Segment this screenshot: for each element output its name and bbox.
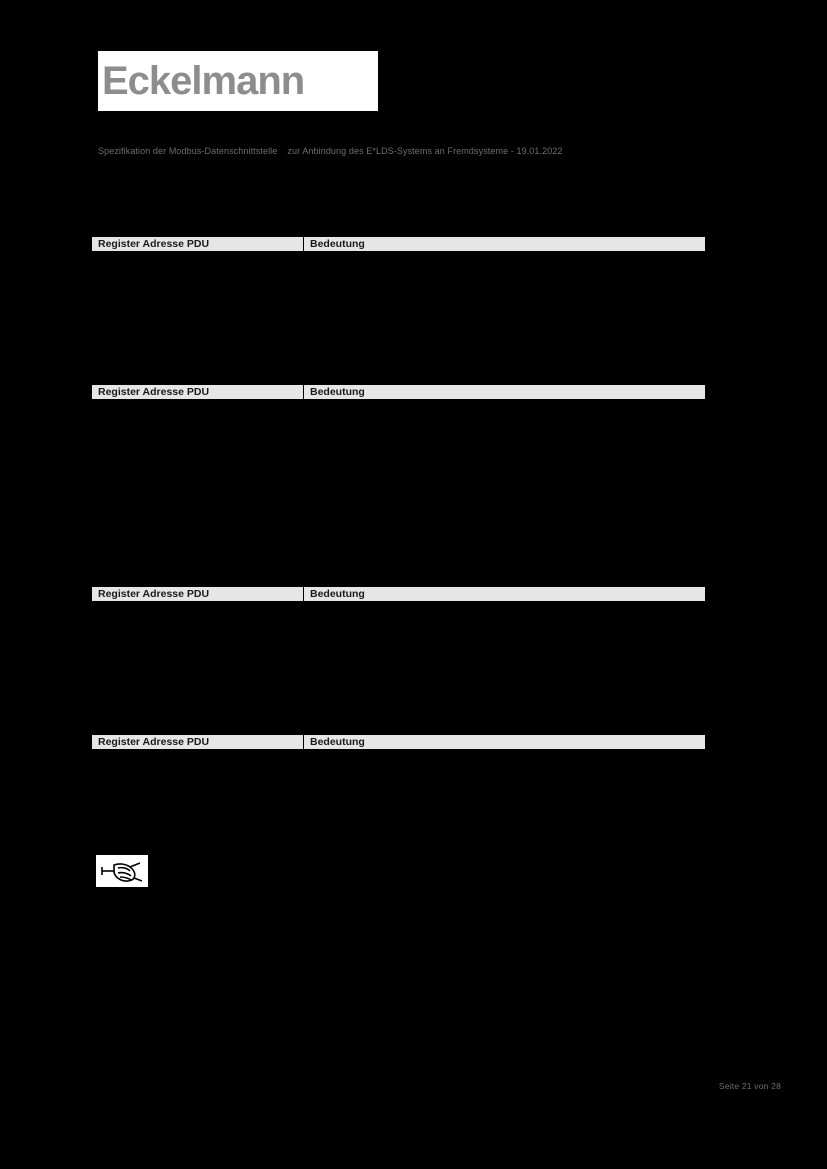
table-header-row bbox=[92, 586, 705, 602]
logo-text: Eckelmann bbox=[102, 59, 305, 103]
header-title-right: zur Anbindung des E*LDS-Systems an Fremdsysteme - 19.01.2022 bbox=[287, 146, 563, 156]
column-header-meaning: Bedeutung bbox=[310, 735, 365, 748]
page-footer: Seite 21 von 28 bbox=[718, 1081, 781, 1091]
column-header-meaning: Bedeutung bbox=[310, 237, 365, 250]
table-header-row bbox=[92, 384, 705, 400]
column-header-register-address: Register Adresse PDU bbox=[92, 236, 304, 252]
column-header-meaning: Bedeutung bbox=[310, 587, 365, 600]
column-header-register-address: Register Adresse PDU bbox=[92, 734, 304, 750]
header-title-left: Spezifikation der Modbus-Datenschnittstelle bbox=[98, 146, 278, 156]
table-header-row bbox=[92, 236, 705, 252]
column-header-register-address: Register Adresse PDU bbox=[92, 384, 304, 400]
column-header-register-address: Register Adresse PDU bbox=[92, 586, 304, 602]
pointing-hand-icon bbox=[96, 855, 148, 887]
document-header bbox=[98, 146, 738, 156]
column-header-meaning: Bedeutung bbox=[310, 385, 365, 398]
company-logo bbox=[98, 51, 378, 111]
table-header-row bbox=[92, 734, 705, 750]
